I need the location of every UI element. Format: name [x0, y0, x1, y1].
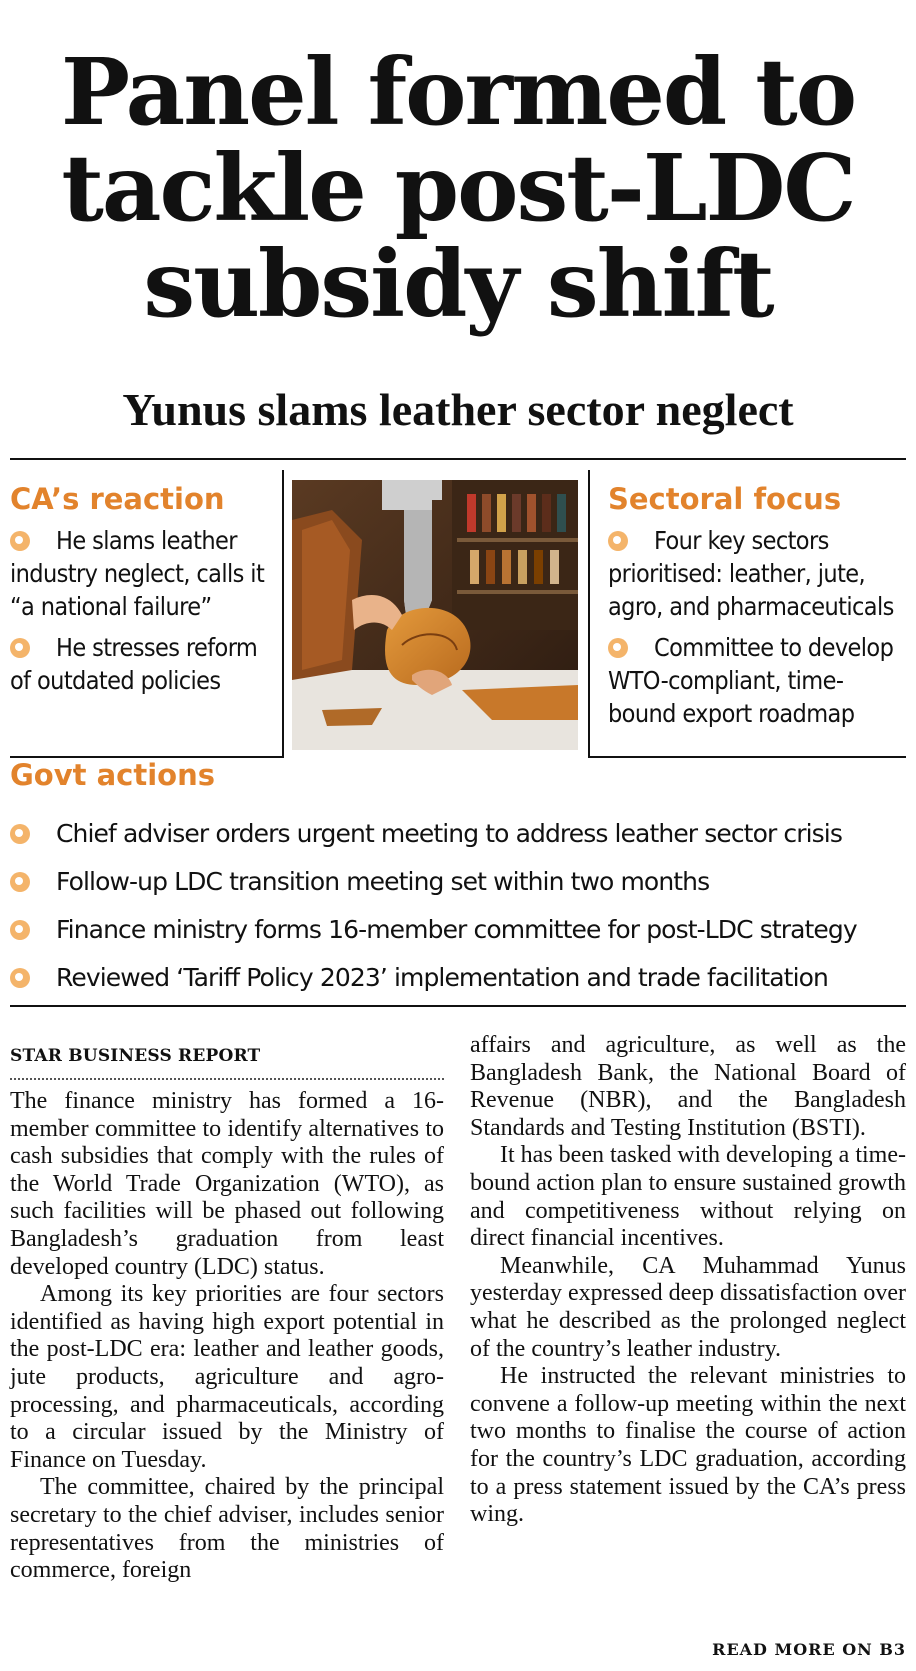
headline-line-1: Panel formed to: [60, 38, 856, 146]
headline-line-2: tackle post-LDC: [61, 134, 855, 242]
ca-reaction-title: CA’s reaction: [10, 482, 225, 516]
article-paragraph: Among its key priorities are four sectors identified as having high export potential in the post-LDC era: leather and leather goods, jute products, agriculture and agro-processing, and pharmaceuticals, according to a circular issued by the Ministry of Finance on Tuesday.: [10, 1281, 444, 1473]
article-paragraph: He instructed the relevant ministries to convene a follow-up meeting within the next two months to finalise the course of action for the country’s LDC graduation, according to a press statement issued by the CA’s press wing.: [470, 1363, 906, 1528]
list-item: He stresses reform of outdated policies: [10, 633, 258, 695]
orange-circle-bullet-icon: [10, 968, 30, 988]
list-item: Reviewed ‘Tariff Policy 2023’ implementation and trade facilitation: [10, 954, 857, 1002]
headline: [0, 38, 916, 338]
headline-line-3: subsidy shift: [143, 230, 773, 338]
orange-circle-bullet-icon: [10, 872, 30, 892]
orange-circle-bullet-icon: [10, 638, 30, 658]
list-item: He slams leather industry neglect, calls it “a national failure”: [10, 526, 265, 621]
orange-circle-bullet-icon: [10, 824, 30, 844]
read-more-link[interactable]: READ MORE ON B3: [712, 1640, 906, 1659]
top-rule: [10, 458, 906, 460]
leather-craft-photo: [292, 480, 578, 750]
article-paragraph: The committee, chaired by the principal secretary to the chief adviser, includes senior representatives from the ministries of commerce, foreign: [10, 1474, 444, 1584]
govt-actions-list: [10, 810, 857, 1002]
bottom-rule: [10, 1005, 906, 1007]
leather-sewing-illustration: [292, 480, 578, 750]
byline: STAR BUSINESS REPORT: [10, 1046, 261, 1066]
list-item: Chief adviser orders urgent meeting to address leather sector crisis: [10, 810, 857, 858]
sectoral-focus-title: Sectoral focus: [608, 482, 842, 516]
list-item: Committee to develop WTO-compliant, time-bound export roadmap: [608, 633, 894, 728]
sectoral-box-bottom-border: [588, 756, 906, 758]
article-paragraph: affairs and agriculture, as well as the Bangladesh Bank, the National Board of Revenue (NBR), and the Bangladesh Standards and Testing Institution (BSTI).: [470, 1032, 906, 1141]
ca-reaction-box-right-border: [282, 470, 284, 758]
list-item: Four key sectors prioritised: leather, jute, agro, and pharmaceuticals: [608, 526, 894, 621]
article-body-left-column: [10, 1088, 444, 1585]
article-paragraph: It has been tasked with developing a time-bound action plan to ensure sustained growth and competitiveness without relying on direct financial incentives.: [470, 1142, 906, 1252]
sectoral-box-left-border: [588, 470, 590, 758]
article-paragraph: The finance ministry has formed a 16-member committee to identify alternatives to cash subsidies that comply with the rules of the World Trade Organization (WTO), as such facilities will be phased out following Bangladesh’s graduation from least developed country (LDC) status.: [10, 1088, 444, 1280]
list-item: Finance ministry forms 16-member committee for post-LDC strategy: [10, 906, 857, 954]
sectoral-focus-list: [608, 524, 908, 738]
orange-circle-bullet-icon: [10, 920, 30, 940]
orange-circle-bullet-icon: [608, 638, 628, 658]
byline-dotted-divider: [10, 1078, 444, 1080]
subheadline: Yunus slams leather sector neglect: [122, 384, 794, 435]
orange-circle-bullet-icon: [10, 531, 30, 551]
govt-actions-title: Govt actions: [10, 758, 215, 792]
article-paragraph: Meanwhile, CA Muhammad Yunus yesterday expressed deep dissatisfaction over what he described as the prolonged neglect of the country’s leather industry.: [470, 1252, 906, 1362]
list-item: Follow-up LDC transition meeting set within two months: [10, 858, 857, 906]
orange-circle-bullet-icon: [608, 531, 628, 551]
ca-reaction-list: [10, 524, 272, 705]
article-body-right-column: [470, 1032, 906, 1529]
